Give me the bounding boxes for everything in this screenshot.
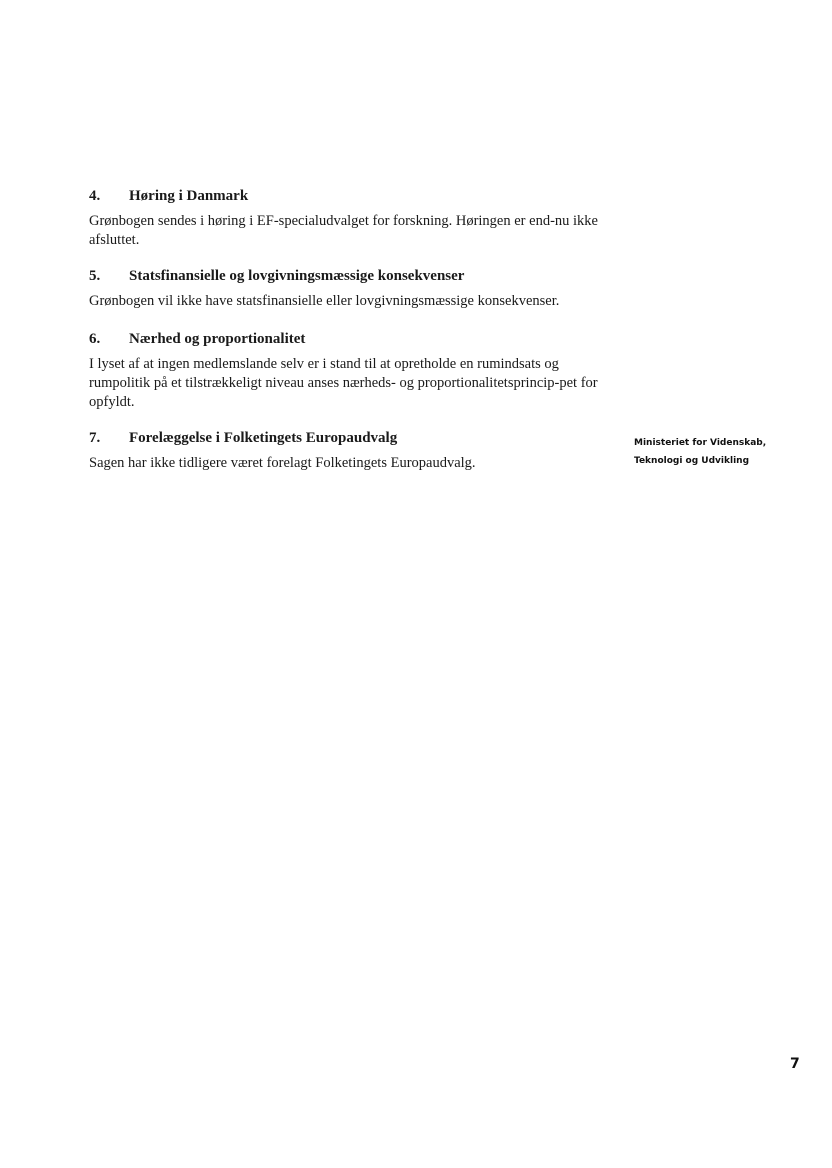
section-heading <box>89 329 609 349</box>
section-heading <box>89 186 609 206</box>
section-title: Høring i Danmark <box>129 188 249 204</box>
page-number: 7 <box>790 1056 800 1072</box>
section-title: Nærhed og proportionalitet <box>129 331 306 347</box>
ministry-name-line1: Ministeriet for Videnskab, <box>634 438 767 448</box>
section-body: I lyset af at ingen medlemslande selv er i stand til at opretholde en rumindsats og rumpolitik på et tilstrækkeligt niveau anses nærheds- og proportionalitetsprincip-pet for opfyldt. <box>89 356 598 410</box>
section-number: 5. <box>89 268 101 284</box>
section-title: Forelæggelse i Folketingets Europaudvalg <box>129 430 398 446</box>
section-committee <box>89 428 609 473</box>
section-body: Grønbogen sendes i høring i EF-specialudvalget for forskning. Høringen er end-nu ikke afsluttet. <box>89 213 598 248</box>
section-number: 6. <box>89 331 101 347</box>
section-body: Sagen har ikke tidligere været forelagt Folketingets Europaudvalg. <box>89 455 476 471</box>
section-number: 7. <box>89 430 101 446</box>
ministry-name-line2: Teknologi og Udvikling <box>634 456 750 466</box>
ministry-name <box>634 434 804 470</box>
section-title: Statsfinansielle og lovgivningsmæssige konsekvenser <box>129 268 465 284</box>
section-subsidiarity <box>89 329 609 412</box>
section-hearing <box>89 186 609 250</box>
section-heading <box>89 266 609 286</box>
section-body: Grønbogen vil ikke have statsfinansielle eller lovgivningsmæssige konsekvenser. <box>89 293 560 309</box>
section-heading <box>89 428 609 448</box>
section-consequences <box>89 266 609 311</box>
section-number: 4. <box>89 188 101 204</box>
